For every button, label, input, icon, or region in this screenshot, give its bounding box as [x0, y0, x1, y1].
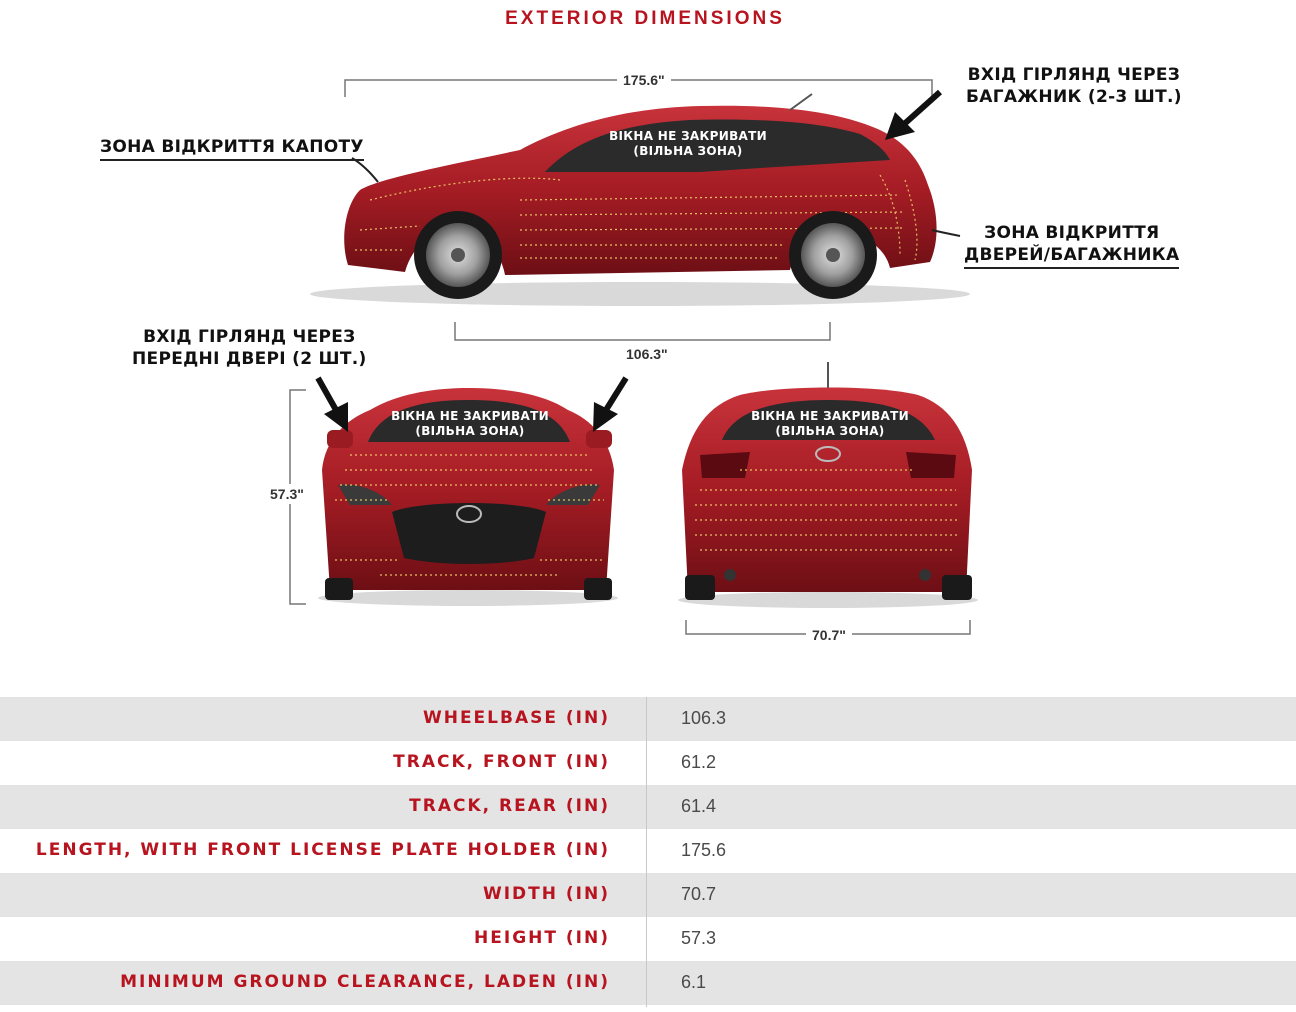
height-label: 57.3" [270, 486, 304, 502]
front-window-note [380, 409, 560, 439]
spec-value: 57.3 [681, 928, 717, 948]
trunk-entry-note [966, 64, 1182, 108]
car-rear-view [678, 362, 978, 608]
table-row [0, 873, 1296, 917]
front-entry-note [132, 326, 367, 370]
doors-zone-line1: ЗОНА ВІДКРИТТЯ [984, 223, 1160, 243]
spec-label: WIDTH (IN) [482, 884, 610, 904]
table-divider [646, 697, 647, 1007]
doors-zone-note [964, 222, 1179, 266]
pointer-hood [352, 158, 378, 182]
wheelbase-label: 106.3" [626, 346, 668, 362]
spec-label: HEIGHT (IN) [474, 928, 610, 948]
spec-label: TRACK, REAR (IN) [409, 796, 610, 816]
spec-label: LENGTH, WITH FRONT LICENSE PLATE HOLDER (IN) [35, 840, 610, 860]
doors-zone-line2: ДВЕРЕЙ/БАГАЖНИКА [964, 244, 1179, 266]
side-window-note [598, 129, 778, 159]
table-row [0, 697, 1296, 741]
length-label: 175.6" [617, 72, 671, 88]
spec-label: MINIMUM GROUND CLEARANCE, LADEN (IN) [120, 972, 610, 992]
page-title: EXTERIOR DIMENSIONS [505, 8, 785, 29]
car-side-view [344, 94, 936, 299]
hood-zone-text: ЗОНА ВІДКРИТТЯ КАПОТУ [100, 137, 364, 161]
front-entry-line1: ВХІД ГІРЛЯНД ЧЕРЕЗ [143, 327, 356, 347]
table-row [0, 741, 1296, 785]
side-window-line2: (ВІЛЬНА ЗОНА) [633, 144, 743, 158]
front-window-line2: (ВІЛЬНА ЗОНА) [415, 424, 525, 438]
spec-value: 61.4 [681, 796, 717, 816]
rear-window-line2: (ВІЛЬНА ЗОНА) [775, 424, 885, 438]
spec-value: 61.2 [681, 752, 717, 772]
spec-value: 6.1 [681, 972, 707, 992]
table-row [0, 829, 1296, 873]
front-entry-line2: ПЕРЕДНІ ДВЕРІ (2 ШТ.) [132, 349, 367, 369]
table-row [0, 785, 1296, 829]
side-window-line1: ВІКНА НЕ ЗАКРИВАТИ [609, 129, 767, 143]
trunk-entry-line1: ВХІД ГІРЛЯНД ЧЕРЕЗ [967, 65, 1181, 85]
hood-zone-note [100, 136, 364, 158]
spec-value: 70.7 [681, 884, 717, 904]
front-window-line1: ВІКНА НЕ ЗАКРИВАТИ [391, 409, 549, 423]
rear-window-note [740, 409, 920, 439]
table-row [0, 917, 1296, 961]
arrow-trunk-entry [885, 92, 940, 140]
side-shadow [310, 282, 970, 306]
spec-label: TRACK, FRONT (IN) [393, 752, 610, 772]
arrow-front-right [593, 378, 626, 432]
table-row [0, 961, 1296, 1005]
width-label: 70.7" [806, 627, 852, 643]
wheelbase-dimension-line [455, 322, 830, 340]
spec-value: 106.3 [681, 708, 727, 728]
spec-label: WHEELBASE (IN) [422, 708, 610, 728]
rear-window-line1: ВІКНА НЕ ЗАКРИВАТИ [751, 409, 909, 423]
arrow-front-left [318, 378, 348, 432]
spec-value: 175.6 [681, 840, 727, 860]
trunk-entry-line2: БАГАЖНИК (2-3 ШТ.) [966, 87, 1182, 107]
